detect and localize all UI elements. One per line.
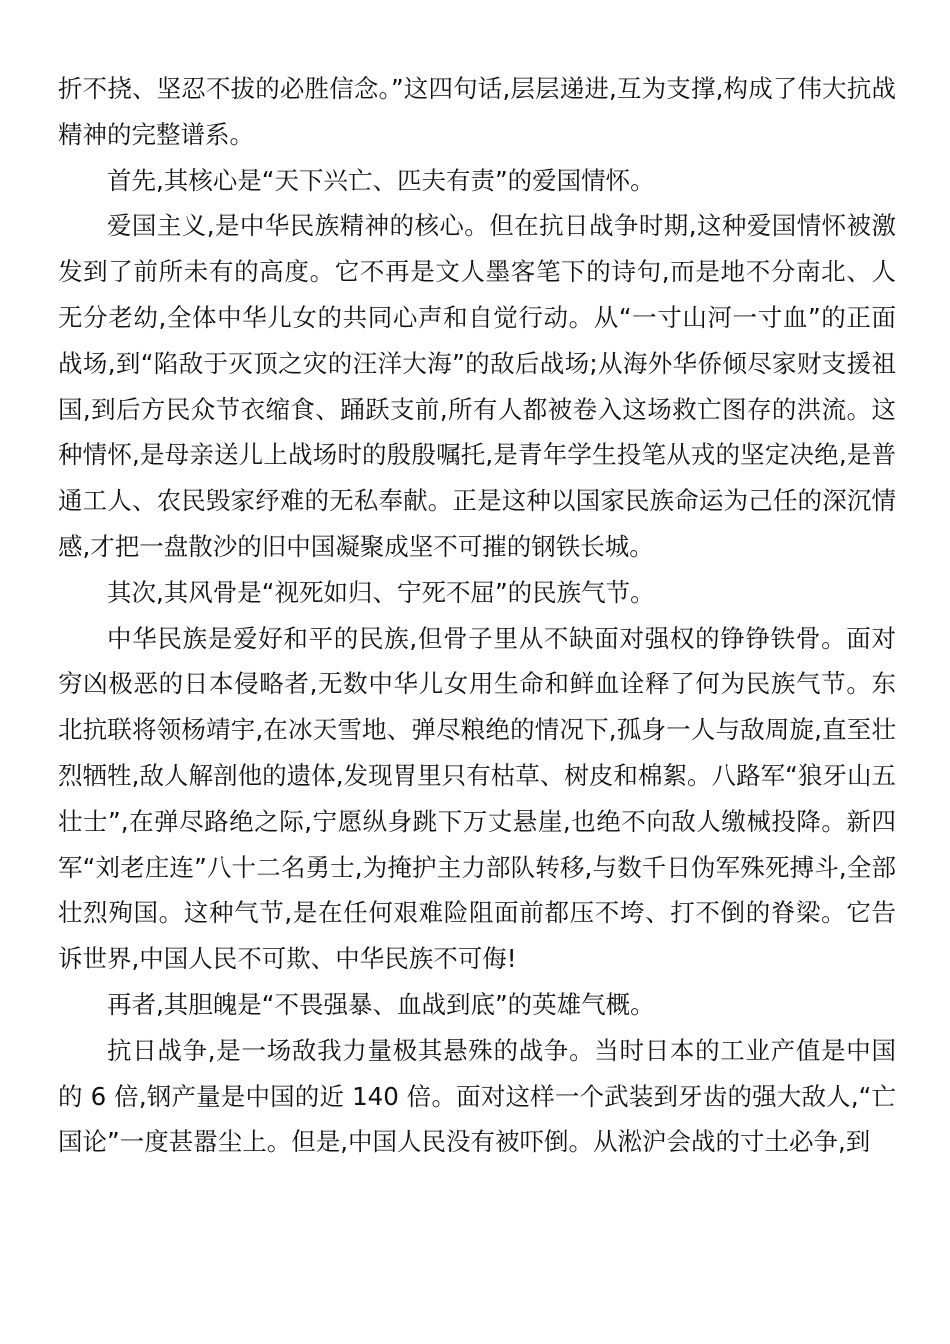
heading-integrity: 其次,其风骨是“视死如归、宁死不屈”的民族气节。 xyxy=(107,577,655,607)
paragraph-patriotism: 爱国主义,是中华民族精神的核心。但在抗日战争时期,这种爱国情怀被激发到了前所未有的高度。它不再是文人墨客笔下的诗句,而是地不分南北、人无分老幼,全体中华儿女的共同心声和自觉行动。从“一寸山河一寸血”的正面战场,到“陷敌于灭顶之灾的汪洋大海”的敌后战场;从海外华侨倾尽家财支援祖国,到后方民众节衣缩食、踊跃支前,所有人都被卷入这场救亡图存的洪流。这种情怀,是母亲送儿上战场时的殷殷嘱托,是青年学生投笔从戎的坚定决绝,是普通工人、农民毁家纾难的无私奉献。正是这种以国家民族命运为己任的深沉情感,才把一盘散沙的旧中国凝聚成坚不可摧的钢铁长城。 xyxy=(58,211,896,561)
document-page xyxy=(58,66,896,1165)
paragraph-heroism: 抗日战争,是一场敌我力量极其悬殊的战争。当时日本的工业产值是中国的 6 倍,钢产量是中国的近 140 倍。面对这样一个武装到牙齿的强大敌人,“亡国论”一度甚嚣尘上。但是,中国人民没有被吓倒。从淞沪会战的寸土必争,到 xyxy=(58,1035,896,1157)
heading-heroism: 再者,其胆魄是“不畏强暴、血战到底”的英雄气概。 xyxy=(107,989,655,1019)
paragraph-continuation: 折不挠、坚忍不拔的必胜信念。”这四句话,层层递进,互为支撑,构成了伟大抗战精神的完整谱系。 xyxy=(58,74,896,149)
heading-patriotism: 首先,其核心是“天下兴亡、匹夫有责”的爱国情怀。 xyxy=(107,165,655,195)
paragraph-integrity: 中华民族是爱好和平的民族,但骨子里从不缺面对强权的铮铮铁骨。面对穷凶极恶的日本侵略者,无数中华儿女用生命和鲜血诠释了何为民族气节。东北抗联将领杨靖宇,在冰天雪地、弹尽粮绝的情况下,孤身一人与敌周旋,直至壮烈牺牲,敌人解剖他的遗体,发现胃里只有枯草、树皮和棉絮。八路军“狼牙山五壮士”,在弹尽路绝之际,宁愿纵身跳下万丈悬崖,也绝不向敌人缴械投降。新四军“刘老庄连”八十二名勇士,为掩护主力部队转移,与数千日伪军殊死搏斗,全部壮烈殉国。这种气节,是在任何艰难险阻面前都压不垮、打不倒的脊梁。它告诉世界,中国人民不可欺、中华民族不可侮! xyxy=(58,623,896,974)
